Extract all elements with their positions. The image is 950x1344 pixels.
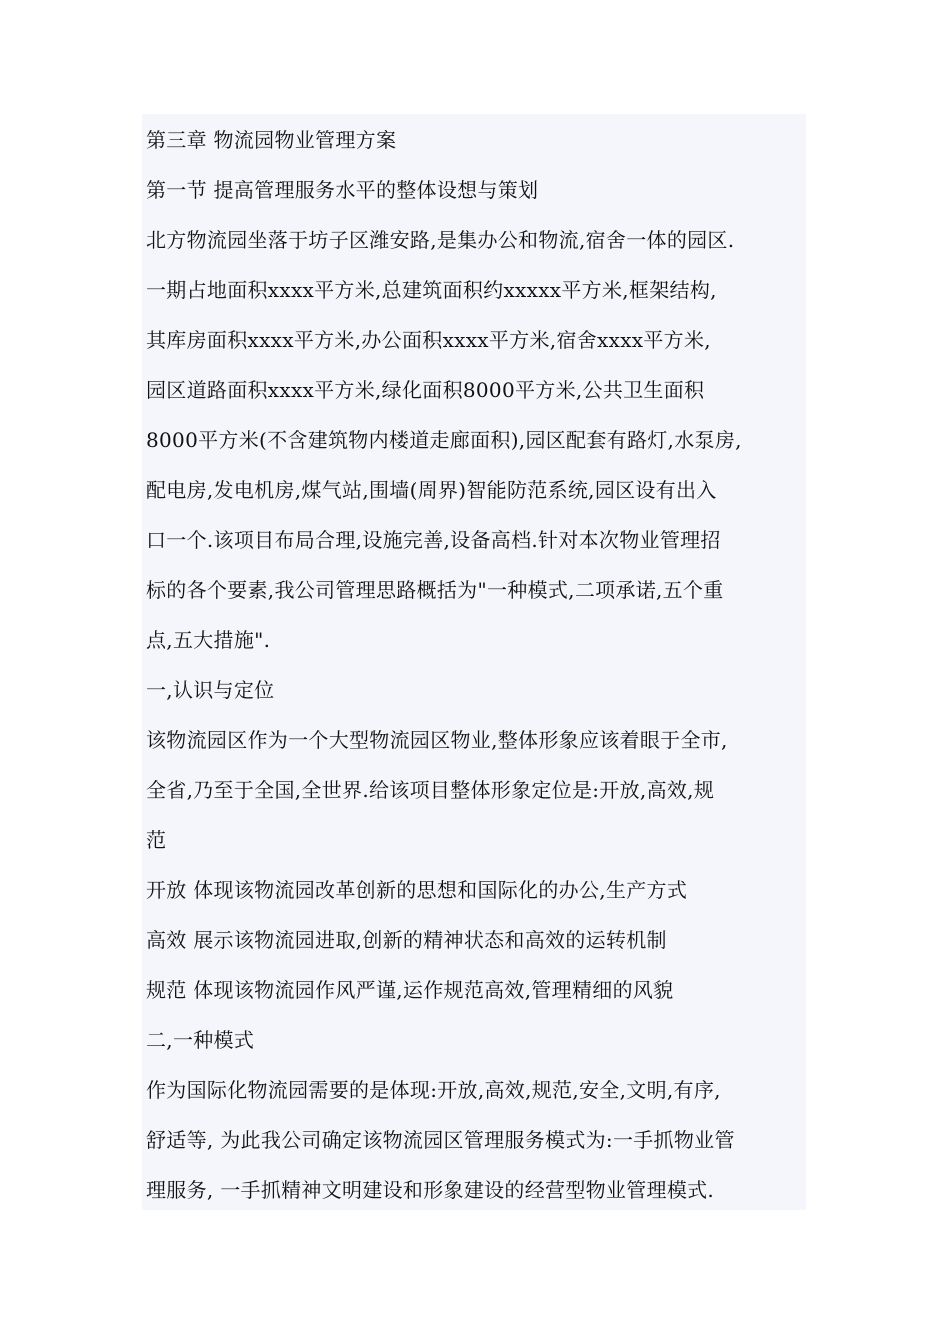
intro-line: 北方物流园坐落于坊子区潍安路,是集办公和物流,宿舍一体的园区. [146,228,735,252]
intro-line: 园区道路面积xxxx平方米,绿化面积8000平方米,公共卫生面积 [146,378,705,402]
mode-line: 舒适等, 为此我公司确定该物流园区管理服务模式为:一手抓物业管 [146,1128,735,1152]
point-standard: 规范 体现该物流园作风严谨,运作规范高效,管理精细的风貌 [146,978,674,1002]
positioning-line: 全省,乃至于全国,全世界.给该项目整体形象定位是:开放,高效,规 [146,778,715,802]
positioning-line: 范 [146,828,167,852]
intro-line: 口一个.该项目布局合理,设施完善,设备高档.针对本次物业管理招 [146,528,721,552]
document-body [142,114,806,1210]
point-open: 开放 体现该物流园改革创新的思想和国际化的办公,生产方式 [146,878,688,902]
point-efficient: 高效 展示该物流园进取,创新的精神状态和高效的运转机制 [146,928,667,952]
intro-line: 一期占地面积xxxx平方米,总建筑面积约xxxxx平方米,框架结构, [146,278,717,302]
intro-line: 标的各个要素,我公司管理思路概括为"一种模式,二项承诺,五个重 [146,578,724,602]
positioning-line: 该物流园区作为一个大型物流园区物业,整体形象应该着眼于全市, [146,728,728,752]
heading-mode: 二,一种模式 [146,1028,255,1052]
intro-line: 其库房面积xxxx平方米,办公面积xxxx平方米,宿舍xxxx平方米, [146,328,711,352]
chapter-title: 第三章 物流园物业管理方案 [146,128,397,152]
mode-line: 理服务, 一手抓精神文明建设和形象建设的经营型物业管理模式. [146,1178,715,1202]
intro-line: 8000平方米(不含建筑物内楼道走廊面积),园区配套有路灯,水泵房, [146,428,742,452]
heading-positioning: 一,认识与定位 [146,678,275,702]
section-title: 第一节 提高管理服务水平的整体设想与策划 [146,178,539,202]
intro-line: 点,五大措施". [146,628,271,652]
mode-line: 作为国际化物流园需要的是体现:开放,高效,规范,安全,文明,有序, [146,1078,721,1102]
intro-line: 配电房,发电机房,煤气站,围墙(周界)智能防范系统,园区设有出入 [146,478,717,502]
